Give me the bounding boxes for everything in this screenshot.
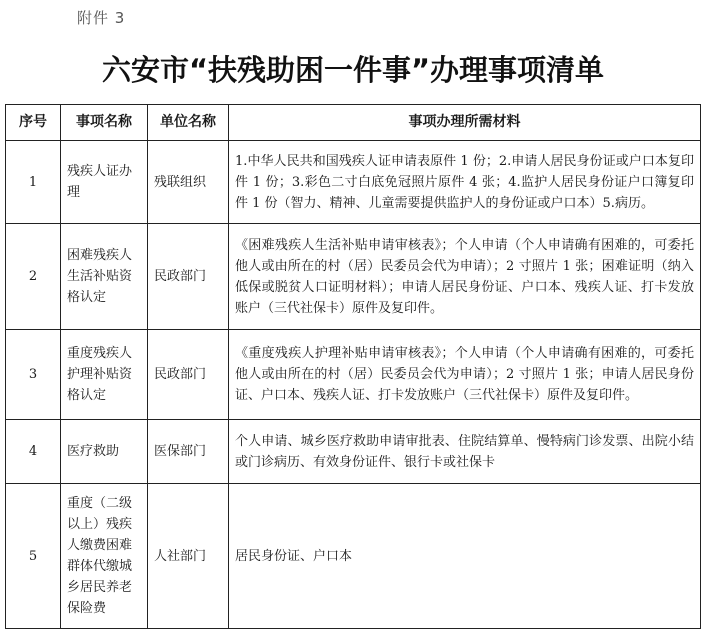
header-item: 事项名称 [61,105,148,141]
row-no: 1 [6,141,61,224]
header-unit: 单位名称 [148,105,229,141]
row-materials: 1.中华人民共和国残疾人证申请表原件 1 份；2.申请人居民身份证或户口本复印件 1 份；3.彩色二寸白底免冠照片原件 4 张；4.监护人居民身份证户口簿复印件 1 份（智力、精神、儿童需要提供监护人的身份证或户口本）5.病历。 [229,141,701,224]
row-item-name: 医疗救助 [61,420,148,484]
row-materials: 《困难残疾人生活补贴申请审核表》；个人申请（个人申请确有困难的，可委托他人或由所在的村（居）民委员会代为申请）；2 寸照片 1 张；困难证明（纳入低保或脱贫人口证明材料）；申请人居民身份证、户口本、残疾人证、打卡发放账户（三代社保卡）原件及复印件。 [229,224,701,330]
row-unit-name: 民政部门 [148,330,229,420]
row-no: 2 [6,224,61,330]
row-materials: 个人申请、城乡医疗救助申请审批表、住院结算单、慢特病门诊发票、出院小结或门诊病历、有效身份证件、银行卡或社保卡 [229,420,701,484]
table-row [6,141,701,224]
matters-table [5,104,701,629]
table-row [6,330,701,420]
table-row [6,484,701,629]
row-no: 4 [6,420,61,484]
header-no: 序号 [6,105,61,141]
page-title: 六安市“扶残助困一件事”办理事项清单 [101,53,605,87]
table-row [6,224,701,330]
row-unit-name: 民政部门 [148,224,229,330]
row-unit-name: 人社部门 [148,484,229,629]
row-materials: 居民身份证、户口本 [229,484,701,629]
table-header-row [6,105,701,141]
row-no: 5 [6,484,61,629]
row-unit-name: 残联组织 [148,141,229,224]
row-item-name: 残疾人证办理 [61,141,148,224]
attachment-label: 附件 3 [77,9,126,27]
row-item-name: 重度（二级以上）残疾人缴费困难群体代缴城乡居民养老保险费 [61,484,148,629]
row-materials: 《重度残疾人护理补贴申请审核表》；个人申请（个人申请确有困难的，可委托他人或由所在的村（居）民委员会代为申请）；2 寸照片 1 张；申请人居民身份证、户口本、残疾人证、打卡发放账户（三代社保卡）原件及复印件。 [229,330,701,420]
row-unit-name: 医保部门 [148,420,229,484]
table-row [6,420,701,484]
header-materials: 事项办理所需材料 [229,105,701,141]
row-item-name: 重度残疾人护理补贴资格认定 [61,330,148,420]
row-no: 3 [6,330,61,420]
row-item-name: 困难残疾人生活补贴资格认定 [61,224,148,330]
